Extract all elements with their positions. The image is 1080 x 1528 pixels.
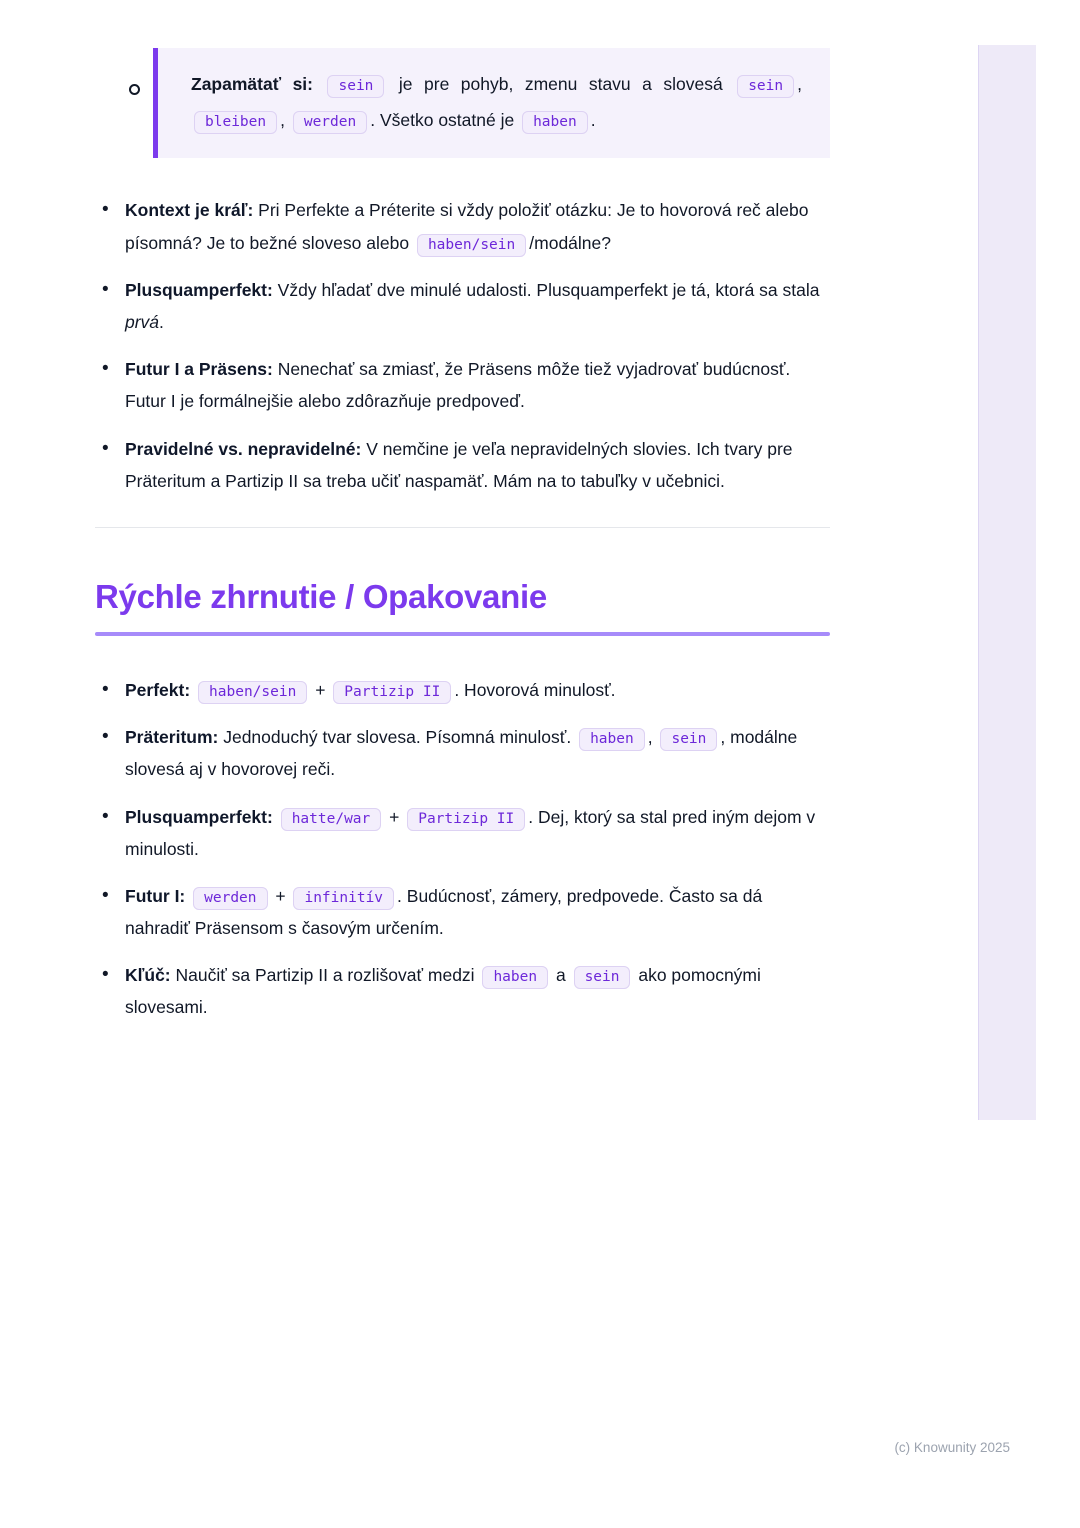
hollow-bullet-marker (129, 84, 140, 95)
summary-list (95, 674, 830, 1024)
code-chip: haben/sein (417, 234, 526, 257)
code-chip: bleiben (194, 111, 277, 134)
list-item: • Futur I a Präsens: Nenechať sa zmiasť, že Präsens môže tiež vyjadrovať budúcnosť. Futur I je formálnejšie alebo zdôrazňuje predpoveď. (95, 353, 830, 417)
code-chip: haben (482, 966, 548, 989)
code-chip: haben (522, 111, 588, 134)
list-item: • Perfekt: haben/sein + Partizip II . Hovorová minulosť. (95, 674, 830, 706)
code-chip: Partizip II (333, 681, 451, 704)
code-chip: sein (574, 966, 631, 989)
section-divider (95, 527, 830, 528)
list-item: • Plusquamperfekt: hatte/war + Partizip II . Dej, ktorý sa stal pred iným dejom v minulosti. (95, 801, 830, 865)
code-chip: Partizip II (407, 808, 525, 831)
code-chip: werden (193, 887, 267, 910)
callout-text: Zapamätať si: sein je pre pohyb, zmenu stavu a slovesá sein , bleiben , werden . Všetko ostatné je haben . (191, 66, 802, 138)
code-chip: hatte/war (281, 808, 382, 831)
notes-list (95, 194, 830, 497)
section-heading: Rýchle zhrnutie / Opakovanie (95, 577, 547, 615)
list-item: • Plusquamperfekt: Vždy hľadať dve minulé udalosti. Plusquamperfekt je tá, ktorá sa stala prvá. (95, 274, 830, 338)
list-item: • Kľúč: Naučiť sa Partizip II a rozlišovať medzi haben a sein ako pomocnými slovesami. (95, 959, 830, 1023)
list-item: • Kontext je kráľ: Pri Perfekte a Préterite si vždy položiť otázku: Je to hovorová reč alebo písomná? Je to bežné sloveso alebo haben/sein /modálne? (95, 194, 830, 258)
right-margin-strip (978, 45, 1036, 1120)
remember-callout (153, 48, 830, 158)
heading-underline (95, 632, 830, 636)
code-chip: werden (293, 111, 367, 134)
code-chip: sein (737, 75, 794, 98)
code-chip: haben/sein (198, 681, 307, 704)
list-item: • Pravidelné vs. nepravidelné: V nemčine je veľa nepravidelných slovies. Ich tvary pre Präteritum a Partizip II sa treba učiť naspamäť. Mám na to tabuľky v učebnici. (95, 433, 830, 497)
code-chip: sein (327, 75, 384, 98)
callout-list-item (95, 48, 830, 158)
code-chip: haben (579, 728, 645, 751)
list-item: • Futur I: werden + infinitív . Budúcnosť, zámery, predpovede. Často sa dá nahradiť Präsensom s časovým určením. (95, 880, 830, 944)
list-item: • Präteritum: Jednoduchý tvar slovesa. Písomná minulosť. haben , sein , modálne slovesá aj v hovorovej reči. (95, 721, 830, 785)
footer-credit: (c) Knowunity 2025 (894, 1440, 1010, 1455)
document-content (95, 0, 830, 1039)
code-chip: infinitív (293, 887, 394, 910)
code-chip: sein (660, 728, 717, 751)
